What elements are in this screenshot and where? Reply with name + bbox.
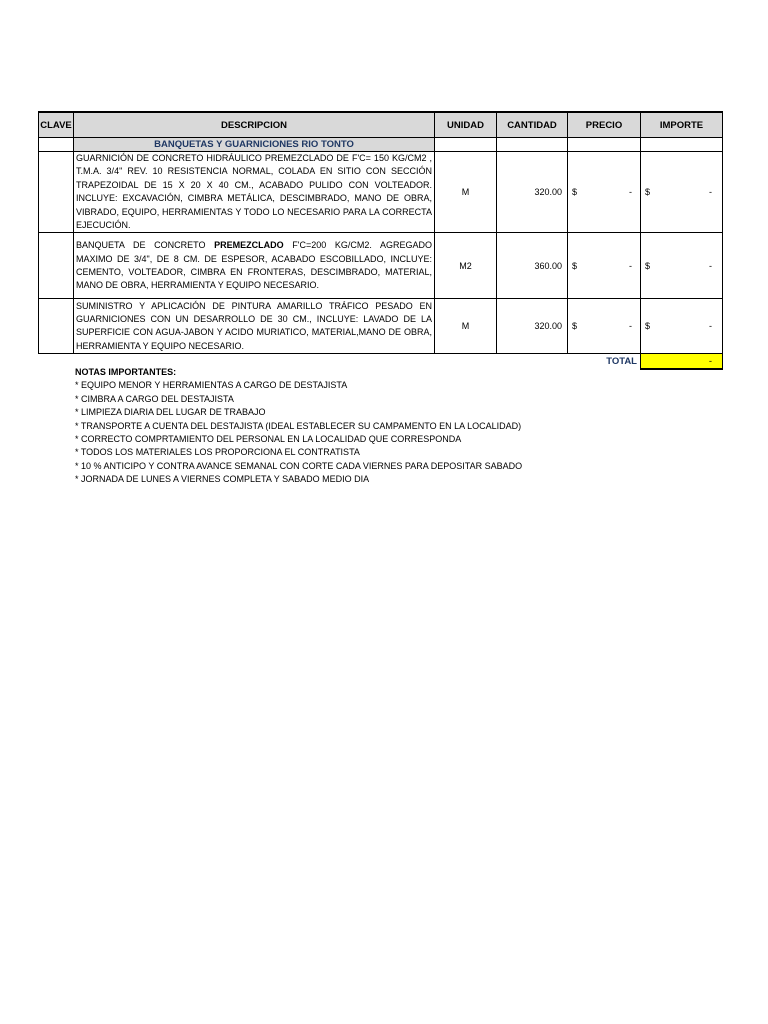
header-precio: PRECIO (568, 112, 641, 138)
amount-value: - (709, 260, 712, 271)
amount-value: - (709, 187, 712, 198)
notes-section (75, 366, 522, 487)
item-clave (39, 152, 74, 233)
section-precio-cell (568, 138, 641, 152)
note-line: * JORNADA DE LUNES A VIERNES COMPLETA Y SABADO MEDIO DIA (75, 474, 370, 485)
header-descripcion: DESCRIPCION (74, 112, 435, 138)
currency-symbol: $ (572, 321, 578, 332)
currency-symbol: $ (645, 260, 651, 271)
header-unidad: UNIDAD (435, 112, 497, 138)
item-quantity: 320.00 (497, 152, 568, 233)
item-amount (641, 152, 723, 233)
note-line: * CIMBRA A CARGO DEL DESTAJISTA (75, 393, 234, 404)
item-description: GUARNICIÓN DE CONCRETO HIDRÁULICO PREMEZCLADO DE F'C= 150 KG/CM2 , T.M.A. 3/4" REV. 10 RESISTENCIA NORMAL, COLADA EN SITIO CON SECCIÓN TRAPEZOIDAL DE 15 X 20 X 40 CM., ACABADO PULIDO CON VOLTEADOR. INCLUYE: EXCAVACIÓN, CIMBRA METÁLICA, DESCIMBRADO, MANO DE OBRA, VIBRADO, EQUIPO, HERRAMIENTAS Y TODO LO NECESARIO PARA LA CORRECTA EJECUCIÓN. (74, 152, 435, 233)
item-price (568, 299, 641, 354)
description-bold-text: PREMEZCLADO (214, 240, 284, 251)
price-value: - (629, 321, 632, 332)
item-description (74, 233, 435, 299)
description-text: F'C=200 KG/CM2. AGREGADO MAXIMO DE 3/4", DE 8 CM. DE ESPESOR, ACABADO ESCOBILLADO, INCLUYE: CEMENTO, VOLTEADOR, CIMBRA EN FRONTERAS, DESCIMBRADO, MATERIAL, MANO DE OBRA, HERRAMIENTA Y EQUIPO NECESARIO. (76, 240, 432, 291)
price-value: - (629, 260, 632, 271)
item-amount (641, 233, 723, 299)
note-line: * CORRECTO COMPRTAMIENTO DEL PERSONAL EN LA LOCALIDAD QUE CORRESPONDA (75, 434, 462, 445)
item-description: SUMINISTRO Y APLICACIÓN DE PINTURA AMARILLO TRÁFICO PESADO EN GUARNICIONES CON UN DESARROLLO DE 30 CM., INCLUYE: LAVADO DE LA SUPERFICIE CON AGUA-JABON Y ACIDO MURIATICO, MATERIAL,MANO DE OBRA, HERRAMIENTA Y EQUIPO NECESARIO. (74, 299, 435, 354)
section-cantidad-cell (497, 138, 568, 152)
currency-symbol: $ (572, 260, 578, 271)
price-value: - (629, 187, 632, 198)
item-quantity: 320.00 (497, 299, 568, 354)
item-price (568, 152, 641, 233)
total-label: TOTAL (606, 356, 637, 368)
currency-symbol: $ (645, 321, 651, 332)
header-clave: CLAVE (39, 112, 74, 138)
section-clave-cell (39, 138, 74, 152)
amount-value: - (709, 321, 712, 332)
item-clave (39, 299, 74, 354)
total-value: - (641, 354, 723, 370)
item-amount (641, 299, 723, 354)
section-row (39, 138, 723, 152)
currency-symbol: $ (645, 187, 651, 198)
note-line: * EQUIPO MENOR Y HERRAMIENTAS A CARGO DE DESTAJISTA (75, 380, 348, 391)
header-cantidad: CANTIDAD (497, 112, 568, 138)
section-importe-cell (641, 138, 723, 152)
header-row (39, 112, 723, 138)
table-row (39, 152, 723, 233)
item-unit: M2 (435, 233, 497, 299)
section-unidad-cell (435, 138, 497, 152)
table-row (39, 233, 723, 299)
item-clave (39, 233, 74, 299)
budget-table (38, 111, 723, 370)
item-unit: M (435, 299, 497, 354)
section-title: BANQUETAS Y GUARNICIONES RIO TONTO (74, 138, 435, 152)
note-line: * 10 % ANTICIPO Y CONTRA AVANCE SEMANAL CON CORTE CADA VIERNES PARA DEPOSITAR SABADO (75, 460, 523, 471)
item-unit: M (435, 152, 497, 233)
header-importe: IMPORTE (641, 112, 723, 138)
note-line: * LIMPIEZA DIARIA DEL LUGAR DE TRABAJO (75, 407, 266, 418)
notes-title: NOTAS IMPORTANTES: (75, 367, 177, 377)
currency-symbol: $ (572, 187, 578, 198)
item-quantity: 360.00 (497, 233, 568, 299)
item-price (568, 233, 641, 299)
note-line: * TRANSPORTE A CUENTA DEL DESTAJISTA (IDEAL ESTABLECER SU CAMPAMENTO EN LA LOCALIDAD) (75, 420, 522, 431)
table-row (39, 299, 723, 354)
description-text: BANQUETA DE CONCRETO (76, 240, 215, 251)
note-line: * TODOS LOS MATERIALES LOS PROPORCIONA EL CONTRATISTA (75, 447, 360, 458)
